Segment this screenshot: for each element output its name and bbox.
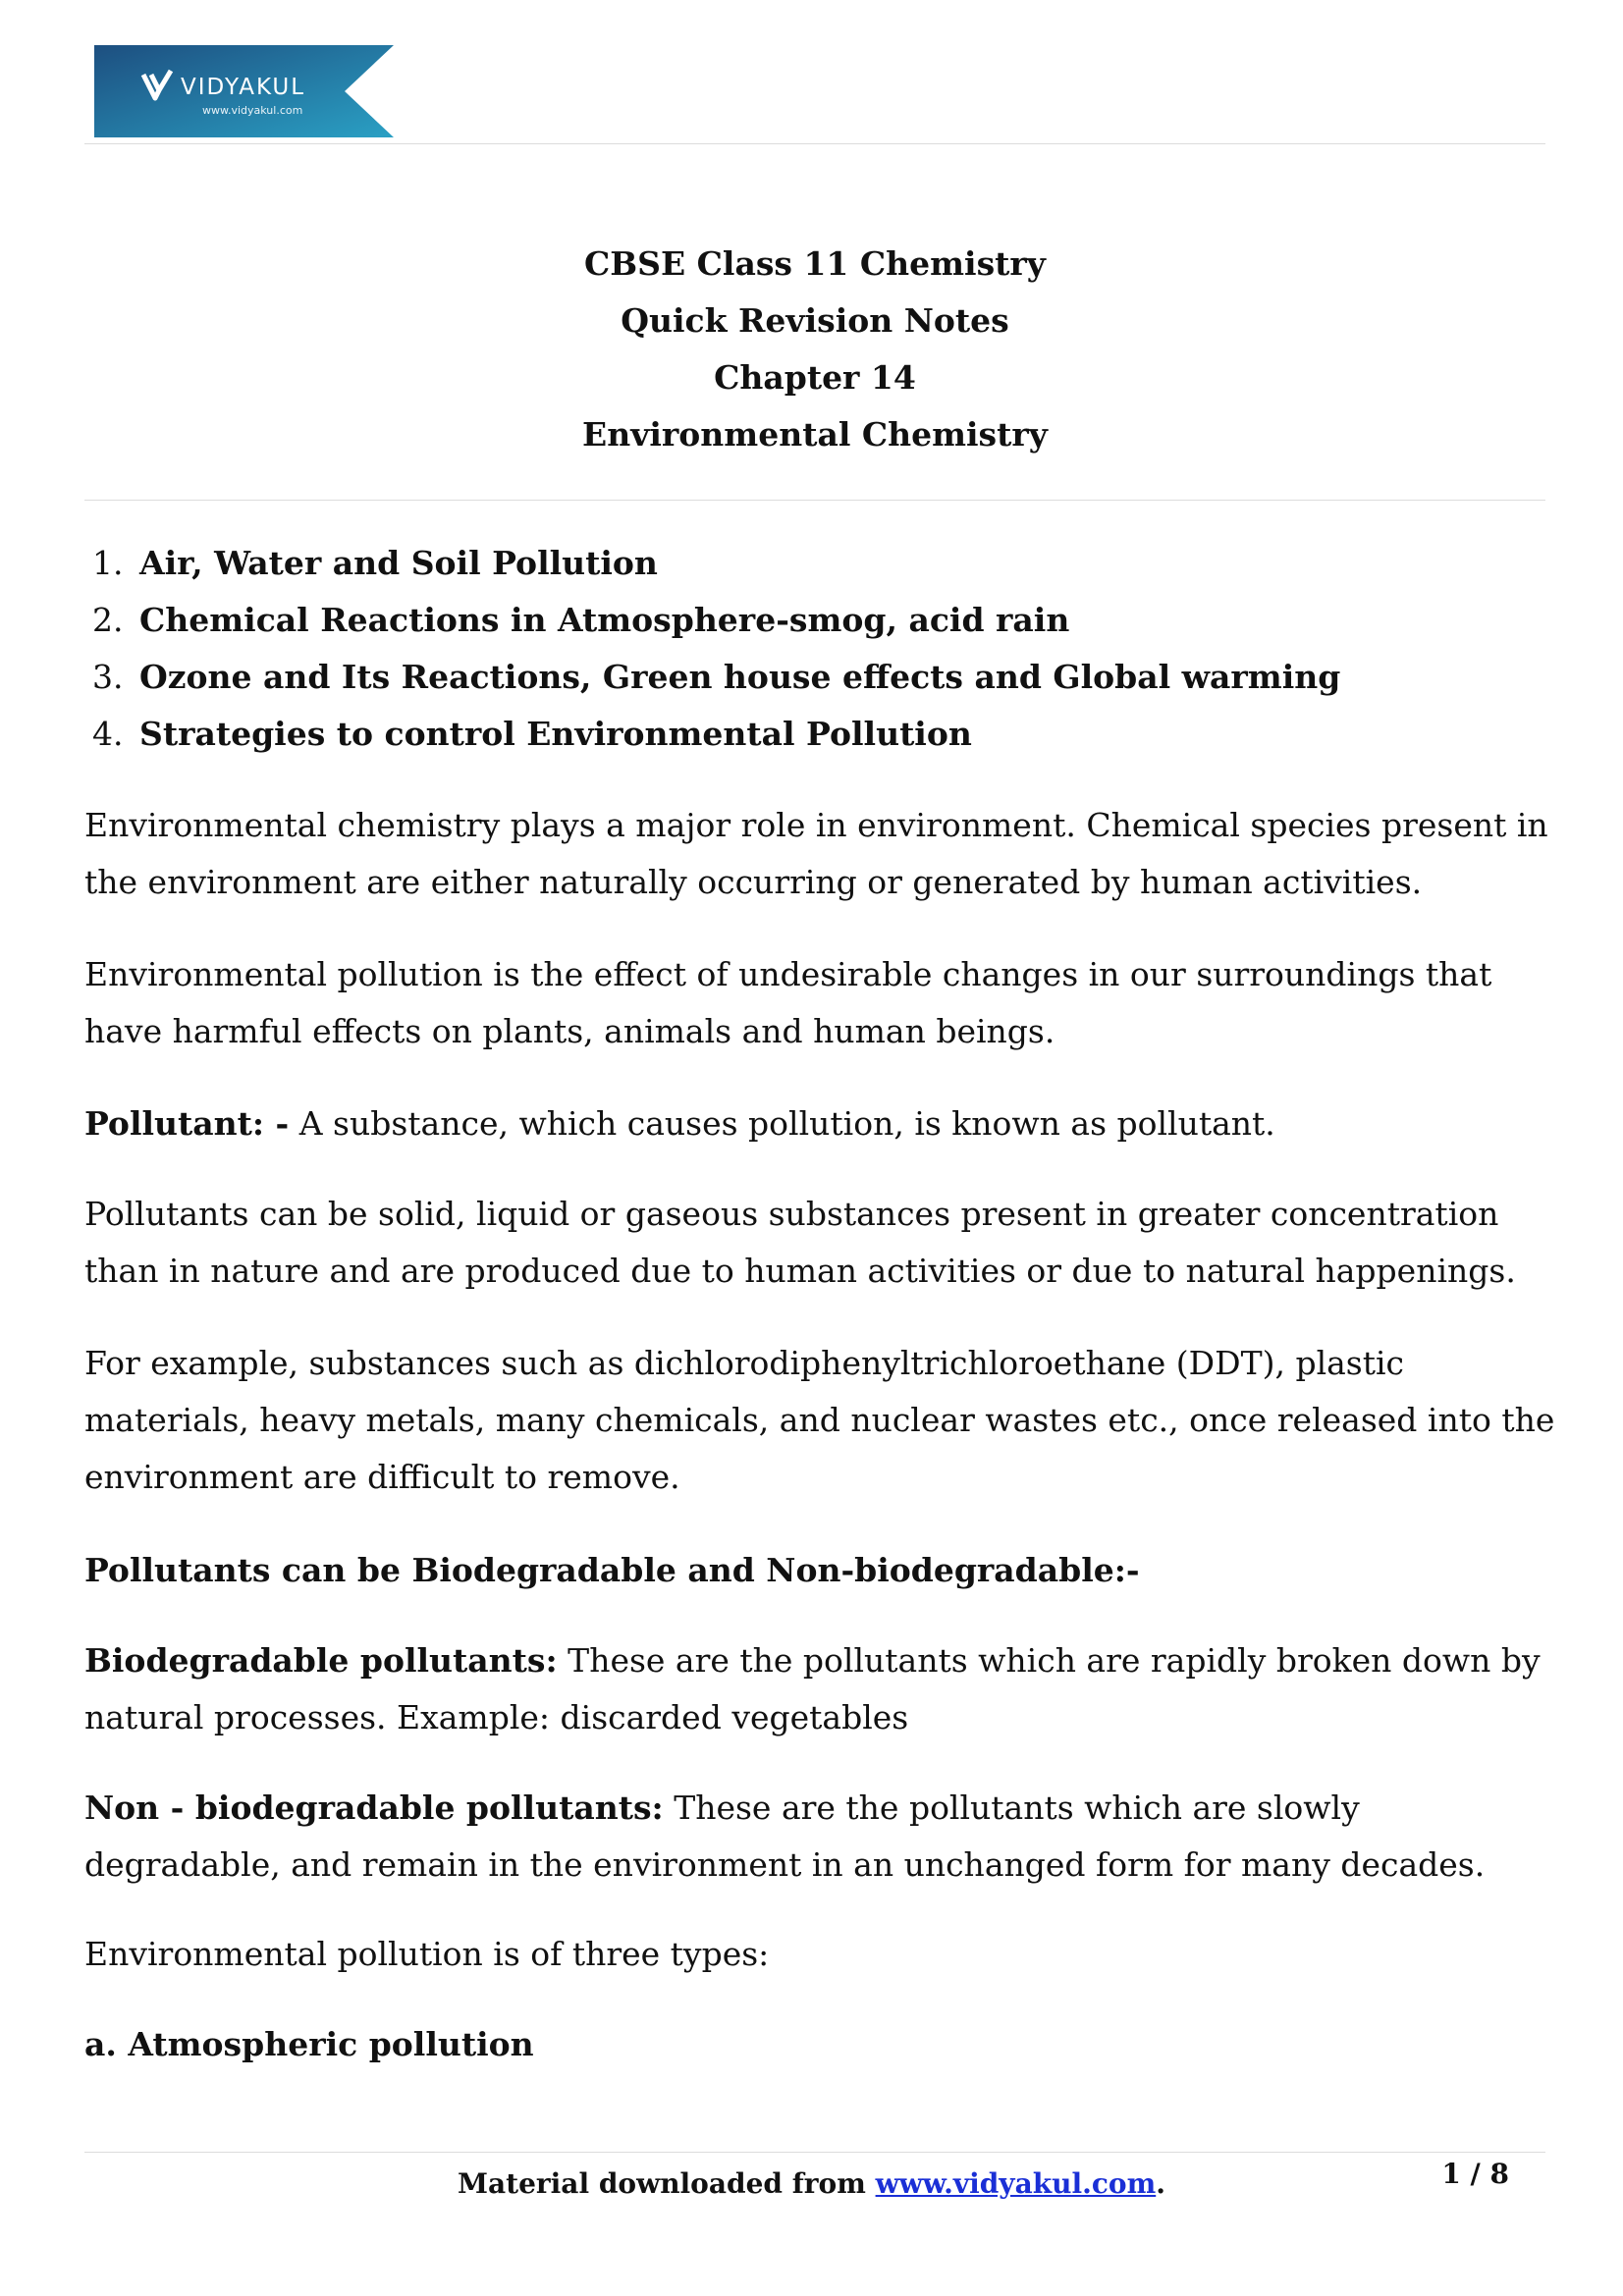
footer-suffix: . xyxy=(1156,2167,1165,2200)
heading-line: CBSE Class 11 Chemistry xyxy=(584,244,1046,283)
vidyakul-logo[interactable] xyxy=(94,45,394,137)
list-number: 3. xyxy=(92,658,124,696)
heading-divider xyxy=(84,500,1545,501)
logo-wordmark: VIDYAKUL xyxy=(181,75,306,100)
footer-divider xyxy=(84,2152,1545,2153)
heading-line: Environmental Chemistry xyxy=(582,415,1048,454)
document-heading xyxy=(84,236,1545,463)
paragraph: Environmental pollution is the effect of undesirable changes in our surroundings that have harmful effects on plants, animals and human beings. xyxy=(84,955,1492,1050)
paragraph: Environmental chemistry plays a major role in environment. Chemical species present in the environment are either naturally occurring or generated by human activities. xyxy=(84,806,1548,901)
list-text: Strategies to control Environmental Pollution xyxy=(139,715,972,753)
header-divider xyxy=(84,143,1545,144)
term-label: Biodegradable pollutants: xyxy=(84,1641,558,1680)
list-text: Chemical Reactions in Atmosphere-smog, acid rain xyxy=(139,601,1070,639)
page-number: 1 / 8 xyxy=(1441,2158,1509,2190)
heading-line: Quick Revision Notes xyxy=(621,301,1009,340)
section-heading: a. Atmospheric pollution xyxy=(84,2025,534,2063)
topic-list xyxy=(84,535,1545,763)
list-item xyxy=(84,592,1545,649)
paragraph: Pollutants can be solid, liquid or gaseous substances present in greater concentration than in nature and are produced due to human activities or due to natural happenings. xyxy=(84,1195,1516,1290)
footer-prefix: Material downloaded from xyxy=(458,2167,876,2200)
list-item xyxy=(84,535,1545,592)
paragraph xyxy=(84,1780,1557,1894)
section-heading: Pollutants can be Biodegradable and Non-biodegradable:- xyxy=(84,1551,1140,1589)
list-text: Air, Water and Soil Pollution xyxy=(139,544,658,582)
term-label: Non - biodegradable pollutants: xyxy=(84,1789,664,1827)
list-text: Ozone and Its Reactions, Green house effects and Global warming xyxy=(139,658,1341,696)
list-item xyxy=(84,649,1545,706)
paragraph: For example, substances such as dichlorodiphenyltrichloroethane (DDT), plastic materials, heavy metals, many chemicals, and nuclear wastes etc., once released into the environment are difficult to remove. xyxy=(84,1344,1555,1496)
term-definition: These are the pollutants which are slowly degradable, and remain in the environment in an unchanged form for many decades. xyxy=(84,1789,1486,1884)
footer-note xyxy=(0,2167,1623,2200)
term-definition: These are the pollutants which are rapidly broken down by natural processes. Example: discarded vegetables xyxy=(84,1641,1541,1736)
list-number: 4. xyxy=(92,715,124,753)
list-item xyxy=(84,706,1545,763)
list-number: 2. xyxy=(92,601,124,639)
term-definition: A substance, which causes pollution, is known as pollutant. xyxy=(289,1104,1275,1143)
term-label: Pollutant: - xyxy=(84,1104,290,1143)
heading-line: Chapter 14 xyxy=(714,358,916,397)
footer-link[interactable]: www.vidyakul.com xyxy=(875,2167,1157,2200)
list-number: 1. xyxy=(92,544,124,582)
paragraph xyxy=(84,1632,1557,1746)
logo-url: www.vidyakul.com xyxy=(202,104,303,117)
paragraph xyxy=(84,1095,1557,1152)
paragraph: Environmental pollution is of three types: xyxy=(84,1935,770,1973)
